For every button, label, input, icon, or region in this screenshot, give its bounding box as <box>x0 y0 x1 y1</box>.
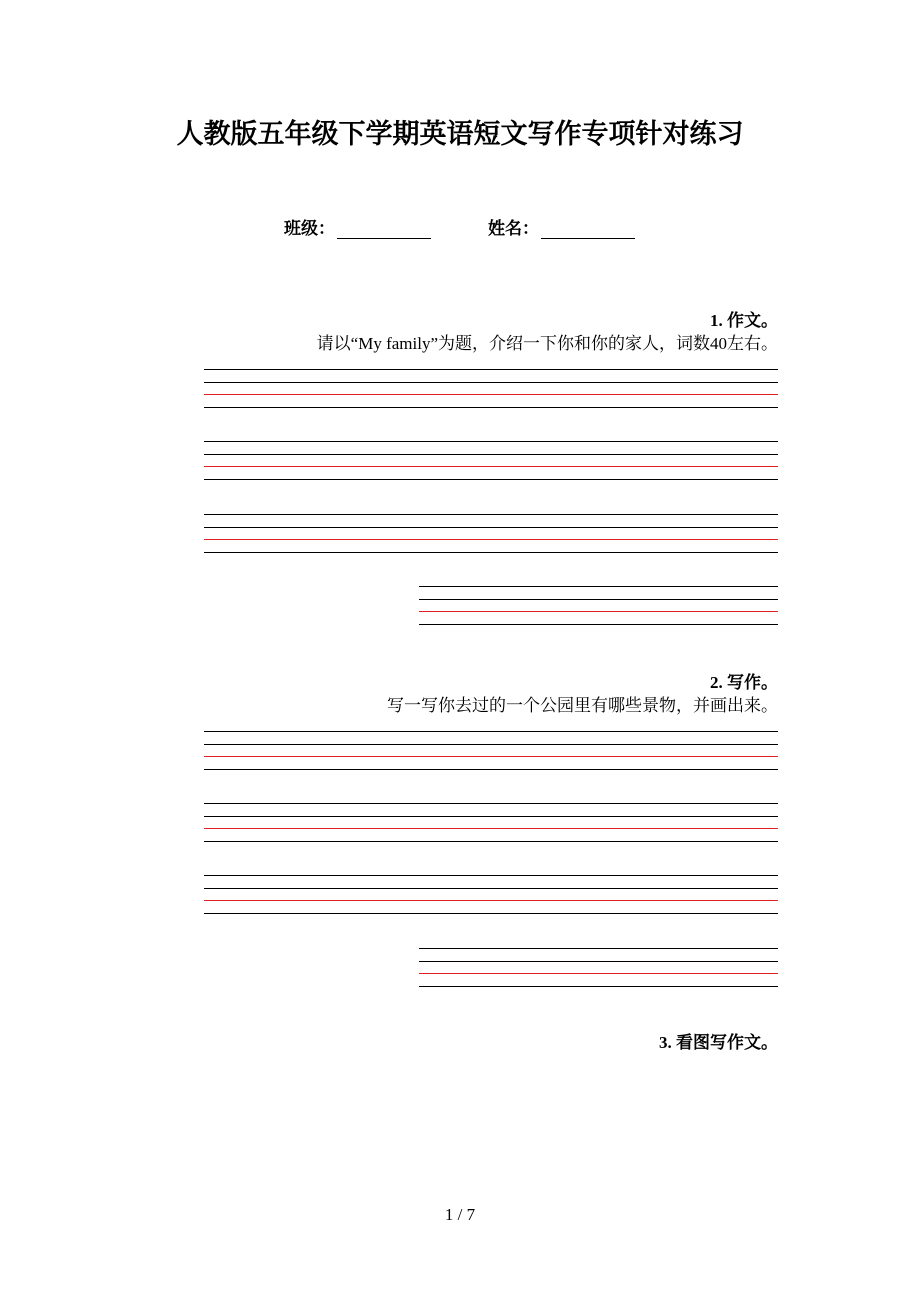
writing-lines[interactable] <box>204 441 778 481</box>
class-label: 班级： <box>284 219 335 238</box>
question-1-prompt: 请以“My family”为题，介绍一下你和你的家人，词数40左右。 <box>316 334 778 353</box>
question-3-heading: 3. 看图写作文。 <box>659 1033 778 1052</box>
name-blank[interactable] <box>541 220 635 239</box>
question-2-prompt: 写一写你去过的一个公园里有哪些景物，并画出来。 <box>387 696 778 715</box>
writing-lines[interactable] <box>204 514 778 554</box>
page-title: 人教版五年级下学期英语短文写作专项针对练习 <box>176 119 744 149</box>
writing-lines[interactable] <box>204 369 778 409</box>
writing-lines[interactable] <box>419 948 778 988</box>
name-field <box>488 214 635 239</box>
page-number: 1 / 7 <box>444 1205 476 1224</box>
writing-lines[interactable] <box>204 803 778 843</box>
class-blank[interactable] <box>337 220 431 239</box>
writing-lines[interactable] <box>419 586 778 626</box>
name-label: 姓名： <box>488 219 539 238</box>
writing-lines[interactable] <box>204 875 778 915</box>
question-2-heading: 2. 写作。 <box>710 673 778 692</box>
question-1-heading: 1. 作文。 <box>710 311 778 330</box>
class-field <box>284 214 431 239</box>
writing-lines[interactable] <box>204 731 778 771</box>
